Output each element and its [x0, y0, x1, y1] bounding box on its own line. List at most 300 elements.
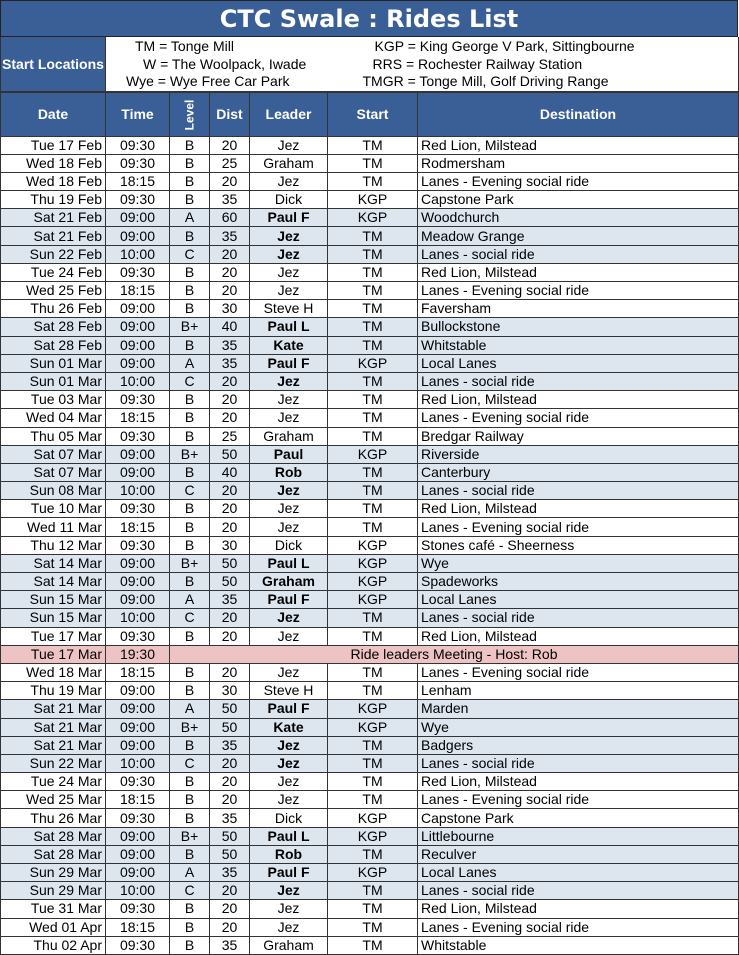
cell-start: TM: [328, 736, 418, 754]
cell-dist: 50: [210, 827, 250, 845]
cell-level: B: [170, 918, 210, 936]
cell-date: Sun 29 Mar: [1, 864, 106, 882]
cell-date: Wed 04 Mar: [1, 409, 106, 427]
cell-date: Wed 18 Feb: [1, 154, 106, 172]
cell-date: Sat 28 Feb: [1, 336, 106, 354]
cell-level: B: [170, 773, 210, 791]
cell-leader: Jez: [250, 754, 328, 772]
cell-start: TM: [328, 627, 418, 645]
cell-dist: 20: [210, 773, 250, 791]
cell-time: 09:00: [106, 682, 170, 700]
cell-destination: Lanes - Evening social ride: [418, 791, 739, 809]
cell-start: TM: [328, 845, 418, 863]
cell-dist: 35: [210, 736, 250, 754]
cell-start: TM: [328, 936, 418, 954]
cell-destination: Lanes - Evening social ride: [418, 409, 739, 427]
cell-dist: 50: [210, 445, 250, 463]
cell-level: C: [170, 609, 210, 627]
table-row: [1, 391, 739, 409]
cell-dist: 20: [210, 882, 250, 900]
table-row: [1, 282, 739, 300]
cell-level: B: [170, 136, 210, 154]
table-row: [1, 300, 739, 318]
cell-level: B: [170, 409, 210, 427]
table-row: [1, 209, 739, 227]
cell-start: TM: [328, 136, 418, 154]
cell-date: Wed 18 Mar: [1, 663, 106, 681]
table-row: [1, 245, 739, 263]
cell-destination: Faversham: [418, 300, 739, 318]
cell-date: Sun 22 Mar: [1, 754, 106, 772]
cell-destination: Red Lion, Milstead: [418, 136, 739, 154]
table-row: [1, 864, 739, 882]
cell-date: Sat 21 Feb: [1, 209, 106, 227]
cell-destination: Lanes - Evening social ride: [418, 518, 739, 536]
cell-time: 09:30: [106, 773, 170, 791]
cell-level: B: [170, 791, 210, 809]
cell-time: 09:30: [106, 136, 170, 154]
cell-dist: 35: [210, 227, 250, 245]
cell-time: 18:15: [106, 663, 170, 681]
cell-level: C: [170, 882, 210, 900]
table-row: [1, 827, 739, 845]
table-row: [1, 736, 739, 754]
table-row: [1, 354, 739, 372]
cell-start: TM: [328, 427, 418, 445]
cell-start: TM: [328, 682, 418, 700]
table-row: [1, 591, 739, 609]
cell-date: Sat 14 Mar: [1, 573, 106, 591]
cell-leader: Jez: [250, 372, 328, 390]
cell-leader: Paul L: [250, 554, 328, 572]
cell-date: Thu 12 Mar: [1, 536, 106, 554]
cell-date: Thu 26 Mar: [1, 809, 106, 827]
cell-start: KGP: [328, 700, 418, 718]
cell-dist: 20: [210, 245, 250, 263]
table-row: [1, 573, 739, 591]
table-row: [1, 154, 739, 172]
cell-date: Thu 26 Feb: [1, 300, 106, 318]
cell-start: KGP: [328, 445, 418, 463]
cell-time: 09:00: [106, 354, 170, 372]
table-row: [1, 554, 739, 572]
cell-date: Tue 17 Mar: [1, 627, 106, 645]
location-legend-item: KGP = King George V Park, Sittingbourne: [374, 37, 635, 54]
location-legend-item: TM = Tonge Mill: [135, 37, 234, 54]
cell-time: 09:00: [106, 700, 170, 718]
cell-start: TM: [328, 500, 418, 518]
cell-start: TM: [328, 154, 418, 172]
col-header-start: Start: [328, 92, 418, 136]
cell-destination: Lanes - social ride: [418, 754, 739, 772]
cell-start: KGP: [328, 354, 418, 372]
cell-level: B: [170, 154, 210, 172]
cell-leader: Jez: [250, 900, 328, 918]
cell-start: KGP: [328, 591, 418, 609]
cell-start: KGP: [328, 536, 418, 554]
cell-destination: Lenham: [418, 682, 739, 700]
cell-time: 09:00: [106, 463, 170, 481]
cell-start: TM: [328, 518, 418, 536]
cell-date: Sun 29 Mar: [1, 882, 106, 900]
cell-destination: Red Lion, Milstead: [418, 391, 739, 409]
cell-date: Thu 02 Apr: [1, 936, 106, 954]
cell-destination: Local Lanes: [418, 591, 739, 609]
cell-start: KGP: [328, 809, 418, 827]
cell-destination: Red Lion, Milstead: [418, 500, 739, 518]
cell-start: KGP: [328, 827, 418, 845]
cell-level: B+: [170, 318, 210, 336]
cell-level: C: [170, 372, 210, 390]
cell-destination: Meadow Grange: [418, 227, 739, 245]
table-row: [1, 700, 739, 718]
table-row: [1, 536, 739, 554]
cell-time: 09:30: [106, 936, 170, 954]
cell-leader: Graham: [250, 573, 328, 591]
cell-time: 10:00: [106, 372, 170, 390]
cell-time: 09:00: [106, 318, 170, 336]
cell-date: Tue 10 Mar: [1, 500, 106, 518]
cell-date: Tue 17 Feb: [1, 136, 106, 154]
cell-leader: Paul F: [250, 591, 328, 609]
cell-leader: Paul F: [250, 700, 328, 718]
table-row: [1, 882, 739, 900]
start-locations-label: Start Locations: [1, 37, 106, 91]
cell-dist: 20: [210, 900, 250, 918]
cell-destination: Capstone Park: [418, 809, 739, 827]
table-row: [1, 773, 739, 791]
cell-start: TM: [328, 409, 418, 427]
cell-date: Wed 25 Mar: [1, 791, 106, 809]
cell-time: 18:15: [106, 518, 170, 536]
cell-leader: Jez: [250, 609, 328, 627]
cell-start: TM: [328, 791, 418, 809]
cell-level: B: [170, 536, 210, 554]
table-row: [1, 754, 739, 772]
cell-level: B+: [170, 827, 210, 845]
table-row: [1, 482, 739, 500]
table-row: [1, 227, 739, 245]
cell-destination: Reculver: [418, 845, 739, 863]
cell-leader: Paul F: [250, 864, 328, 882]
cell-start: TM: [328, 773, 418, 791]
cell-start: TM: [328, 245, 418, 263]
cell-date: Tue 24 Mar: [1, 773, 106, 791]
cell-dist: 30: [210, 682, 250, 700]
cell-time: 18:15: [106, 172, 170, 190]
table-row: [1, 918, 739, 936]
cell-date: Sat 28 Mar: [1, 845, 106, 863]
table-row: [1, 318, 739, 336]
cell-dist: 35: [210, 191, 250, 209]
cell-start: TM: [328, 918, 418, 936]
cell-dist: 25: [210, 427, 250, 445]
cell-time: 09:30: [106, 191, 170, 209]
cell-destination: Lanes - social ride: [418, 609, 739, 627]
table-row: [1, 372, 739, 390]
cell-dist: 40: [210, 318, 250, 336]
cell-destination: Whitstable: [418, 936, 739, 954]
table-row: [1, 518, 739, 536]
cell-date: Sun 08 Mar: [1, 482, 106, 500]
cell-level: B: [170, 518, 210, 536]
cell-start: TM: [328, 372, 418, 390]
cell-dist: 35: [210, 591, 250, 609]
cell-leader: Rob: [250, 463, 328, 481]
cell-leader: Jez: [250, 245, 328, 263]
cell-time: 18:15: [106, 791, 170, 809]
cell-start: KGP: [328, 209, 418, 227]
cell-time: 09:00: [106, 554, 170, 572]
cell-start: TM: [328, 336, 418, 354]
cell-start: TM: [328, 318, 418, 336]
table-row: [1, 936, 739, 954]
cell-time: 10:00: [106, 882, 170, 900]
cell-leader: Dick: [250, 536, 328, 554]
cell-leader: Paul L: [250, 318, 328, 336]
cell-level: B: [170, 427, 210, 445]
cell-level: B: [170, 627, 210, 645]
table-row: [1, 845, 739, 863]
cell-level: B: [170, 936, 210, 954]
cell-time: 09:30: [106, 900, 170, 918]
cell-level: B: [170, 227, 210, 245]
table-row: [1, 609, 739, 627]
cell-time: 09:00: [106, 445, 170, 463]
cell-leader: Rob: [250, 845, 328, 863]
cell-level: C: [170, 482, 210, 500]
cell-start: TM: [328, 227, 418, 245]
cell-leader: Jez: [250, 736, 328, 754]
table-row: [1, 718, 739, 736]
cell-start: KGP: [328, 718, 418, 736]
table-row: [1, 409, 739, 427]
cell-destination: Spadeworks: [418, 573, 739, 591]
table-row: [1, 627, 739, 645]
cell-dist: 20: [210, 482, 250, 500]
cell-leader: Jez: [250, 409, 328, 427]
cell-time: 09:00: [106, 300, 170, 318]
cell-dist: 20: [210, 372, 250, 390]
cell-level: B+: [170, 445, 210, 463]
cell-time: 10:00: [106, 754, 170, 772]
cell-dist: 35: [210, 936, 250, 954]
cell-leader: Jez: [250, 172, 328, 190]
cell-start: TM: [328, 282, 418, 300]
cell-dist: 20: [210, 627, 250, 645]
cell-leader: Jez: [250, 482, 328, 500]
cell-level: B: [170, 736, 210, 754]
cell-time: 09:30: [106, 427, 170, 445]
col-header-leader: Leader: [250, 92, 328, 136]
cell-leader: Jez: [250, 227, 328, 245]
rides-table: [0, 92, 739, 955]
cell-destination: Red Lion, Milstead: [418, 900, 739, 918]
cell-time: 09:00: [106, 718, 170, 736]
cell-time: 09:00: [106, 827, 170, 845]
cell-leader: Steve H: [250, 682, 328, 700]
cell-time: 09:00: [106, 845, 170, 863]
cell-destination: Local Lanes: [418, 864, 739, 882]
table-row: [1, 682, 739, 700]
cell-time: 10:00: [106, 482, 170, 500]
cell-dist: 50: [210, 700, 250, 718]
cell-destination: Lanes - Evening social ride: [418, 172, 739, 190]
cell-level: B: [170, 263, 210, 281]
cell-level: B+: [170, 554, 210, 572]
cell-meeting-note: Ride leaders Meeting - Host: Rob: [170, 645, 739, 663]
cell-date: Tue 03 Mar: [1, 391, 106, 409]
location-legend-item: RRS = Rochester Railway Station: [372, 55, 583, 72]
cell-start: TM: [328, 300, 418, 318]
cell-dist: 30: [210, 536, 250, 554]
location-legend-item: TMGR = Tonge Mill, Golf Driving Range: [351, 73, 739, 91]
cell-destination: Red Lion, Milstead: [418, 773, 739, 791]
cell-level: B: [170, 845, 210, 863]
cell-level: A: [170, 209, 210, 227]
cell-dist: 20: [210, 500, 250, 518]
cell-dist: 20: [210, 136, 250, 154]
col-header-dist: Dist: [210, 92, 250, 136]
cell-leader: Jez: [250, 282, 328, 300]
sheet-title: CTC Swale : Rides List: [0, 0, 738, 37]
cell-date: Thu 19 Mar: [1, 682, 106, 700]
cell-destination: Riverside: [418, 445, 739, 463]
cell-date: Thu 19 Feb: [1, 191, 106, 209]
cell-time: 09:30: [106, 154, 170, 172]
cell-destination: Wye: [418, 718, 739, 736]
cell-dist: 50: [210, 845, 250, 863]
cell-leader: Kate: [250, 718, 328, 736]
cell-leader: Jez: [250, 500, 328, 518]
cell-destination: Lanes - social ride: [418, 245, 739, 263]
cell-dist: 50: [210, 718, 250, 736]
cell-start: TM: [328, 391, 418, 409]
table-row: [1, 900, 739, 918]
cell-date: Sat 28 Mar: [1, 827, 106, 845]
cell-dist: 60: [210, 209, 250, 227]
cell-leader: Kate: [250, 336, 328, 354]
cell-start: KGP: [328, 864, 418, 882]
cell-leader: Dick: [250, 809, 328, 827]
cell-time: 09:00: [106, 864, 170, 882]
cell-date: Sat 14 Mar: [1, 554, 106, 572]
level-header-text: Level: [182, 99, 197, 131]
cell-date: Thu 05 Mar: [1, 427, 106, 445]
cell-date: Sun 01 Mar: [1, 354, 106, 372]
cell-level: B: [170, 663, 210, 681]
cell-dist: 20: [210, 391, 250, 409]
start-locations-legend: [0, 37, 739, 92]
col-header-date: Date: [1, 92, 106, 136]
cell-leader: Paul L: [250, 827, 328, 845]
cell-destination: Lanes - social ride: [418, 482, 739, 500]
cell-destination: Whitstable: [418, 336, 739, 354]
cell-level: B: [170, 282, 210, 300]
table-row: [1, 791, 739, 809]
cell-date: Sat 07 Mar: [1, 463, 106, 481]
cell-start: TM: [328, 482, 418, 500]
cell-time: 10:00: [106, 609, 170, 627]
cell-date: Sun 01 Mar: [1, 372, 106, 390]
cell-level: A: [170, 864, 210, 882]
cell-leader: Jez: [250, 627, 328, 645]
cell-level: B: [170, 336, 210, 354]
cell-destination: Lanes - social ride: [418, 882, 739, 900]
table-row: [1, 427, 739, 445]
col-header-time: Time: [106, 92, 170, 136]
cell-destination: Red Lion, Milstead: [418, 263, 739, 281]
cell-dist: 40: [210, 463, 250, 481]
cell-leader: Steve H: [250, 300, 328, 318]
cell-date: Wed 11 Mar: [1, 518, 106, 536]
cell-level: B: [170, 809, 210, 827]
cell-level: A: [170, 591, 210, 609]
cell-destination: Capstone Park: [418, 191, 739, 209]
cell-destination: Bullockstone: [418, 318, 739, 336]
cell-date: Wed 25 Feb: [1, 282, 106, 300]
cell-dist: 20: [210, 409, 250, 427]
cell-time: 09:00: [106, 736, 170, 754]
cell-start: TM: [328, 663, 418, 681]
cell-destination: Badgers: [418, 736, 739, 754]
cell-time: 09:30: [106, 263, 170, 281]
table-row: [1, 809, 739, 827]
table-row: [1, 136, 739, 154]
cell-dist: 50: [210, 554, 250, 572]
cell-dist: 20: [210, 791, 250, 809]
cell-date: Sun 15 Mar: [1, 591, 106, 609]
cell-start: KGP: [328, 554, 418, 572]
cell-destination: Stones café - Sheerness: [418, 536, 739, 554]
cell-date: Sun 22 Feb: [1, 245, 106, 263]
cell-dist: 20: [210, 754, 250, 772]
cell-destination: Lanes - Evening social ride: [418, 663, 739, 681]
cell-start: KGP: [328, 191, 418, 209]
cell-destination: Rodmersham: [418, 154, 739, 172]
cell-date: Tue 17 Mar: [1, 645, 106, 663]
cell-level: B: [170, 391, 210, 409]
cell-level: B: [170, 682, 210, 700]
cell-date: Sat 21 Mar: [1, 736, 106, 754]
cell-time: 09:00: [106, 209, 170, 227]
cell-destination: Woodchurch: [418, 209, 739, 227]
table-row: [1, 663, 739, 681]
cell-level: A: [170, 700, 210, 718]
cell-destination: Canterbury: [418, 463, 739, 481]
cell-destination: Red Lion, Milstead: [418, 627, 739, 645]
cell-time: 18:15: [106, 282, 170, 300]
cell-leader: Paul F: [250, 354, 328, 372]
cell-leader: Jez: [250, 882, 328, 900]
cell-level: B: [170, 463, 210, 481]
cell-dist: 20: [210, 282, 250, 300]
location-legend-item: W = The Woolpack, Iwade: [143, 55, 307, 72]
cell-date: Sat 21 Mar: [1, 718, 106, 736]
cell-level: B: [170, 573, 210, 591]
cell-level: A: [170, 354, 210, 372]
cell-destination: Bredgar Railway: [418, 427, 739, 445]
cell-start: TM: [328, 754, 418, 772]
cell-date: Sat 07 Mar: [1, 445, 106, 463]
cell-time: 09:00: [106, 573, 170, 591]
cell-date: Sat 21 Mar: [1, 700, 106, 718]
cell-leader: Jez: [250, 791, 328, 809]
cell-time: 09:30: [106, 536, 170, 554]
cell-time: 10:00: [106, 245, 170, 263]
col-header-level: [170, 92, 210, 136]
cell-dist: 35: [210, 809, 250, 827]
